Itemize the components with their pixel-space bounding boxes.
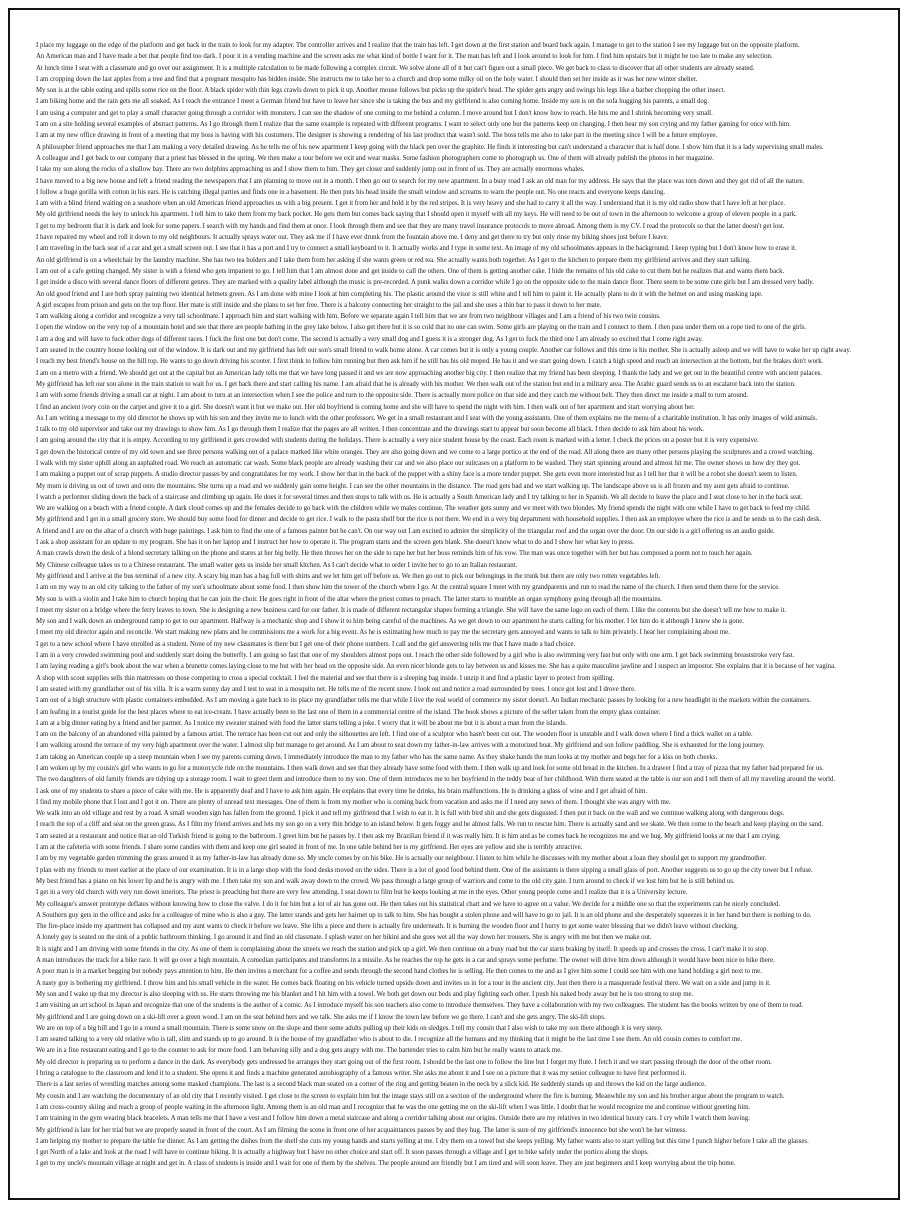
dream-report-line: I am laying reading a girl's book about the war when a brunette comes laying close to me but with her head on the opposite side. An even nicer blonde gets to lay between us and kisses me. She has a quite masculine jawline and I suspect an impostor. She explains that it is because of her vagina. <box>36 663 836 671</box>
dream-report-line: I am using a computer and get to play a small character going through a corridor with monsters. I can see the shadow of one coming to me behind a column. I move around but I don't know how to reach. He hits me and I shrink becoming very small. <box>36 109 713 117</box>
dream-report-line: I get to my bedroom that it is dark and look for some papers. I search with my hands and find them at once. I look through them and see that they are many travel insurance protocols to move abroad. Among them is my CV. I read the protocols so that the latter doesn't get lost. <box>36 222 785 230</box>
dream-report-line: My son is with a violin and I take him to church hoping that he can join the choir. He goes right in front of the altar where the priest comes to preach. The latter starts to mumble an organ symphony going through all the mountains. <box>36 595 663 603</box>
dream-report-line: I am helping my mother to prepare the table for dinner. As I am getting the dishes from the shelf she cuts my young hands and starts yelling at me. I dry them on a towel but she keeps yelling. My father wants also to start yelling but this time I punch higher before I take all the glasses. <box>36 1137 809 1145</box>
dream-report-line: I am seated in the country house looking out of the window. It is dark out and my girlfriend has left our son's small friend to walk home alone. A car comes but it is only a young couple. Another car follows and this time is his mother. She is actually asleep and we will have to wake her up right away. <box>36 347 852 355</box>
dream-report-line: I am with a blind friend waiting on a seashore when an old American friend approaches us with a big present. I get it from her and hold it by the red stripes. It is very heavy and she had to carry it all the way. I understand that it is my old radio show that I have left at her place. <box>36 200 786 208</box>
dream-report-line: I open the window on the very top of a mountain hotel and see that there are people bathing in the grey lake below. I also get there but it is so cold that no one can swim. Some girls are playing on the train and I connect to them. I then pass under them on a rope tied to one of the girls. <box>36 324 807 332</box>
dream-report-line: My son and I wake up that my director is also sleeping with us. He starts throwing me his blanket and I hit him with a towel. We both get down our beds and play fighting each other. I push his naked body away but he is too strong to stop me. <box>36 990 694 998</box>
dream-report-line: I am at my new office drawing in front of a meeting that my boss is having with his costumers. The designer is showing a rendering of his last product that wasn't sold. The boss tells me also to take part in the meeting since I will be a future employee. <box>36 132 718 140</box>
dream-report-line: A man crawls down the desk of a blond secretary talking on the phone and stares at her big belly. He then throws her on the side to rape her but her boss reminds him of his vow. The man was once together with her but has composed a poem not to touch her again. <box>36 550 753 558</box>
dream-report-line: I am woken up by my cousin's girl who wants to go for a motorcycle ride on the mountains. I then walk down and see that they already have some food with them. I then walk up and look for some old bread in the kitchen. In a drawer I find a tray of pizza that my father had prepared for us. <box>36 765 824 772</box>
dream-report-line: I get to my uncle's mountain village at night and get in. A class of students is inside and I wait for one of them by the shelves. The people around are friendly but I am tired and will soon leave. They are just beginners and I keep worrying about the trip home. <box>36 1160 736 1168</box>
dream-report-line: I meet my sister on a bridge where the ferry leaves to town. She is designing a new business card for our father. It is made of different rectangular shapes forming a triangle. She will have the same logo on each of them. I like the contents but she doesn't tell me how to make it. <box>36 606 787 614</box>
dream-report-line: A colleague and I get back to our company that a priest has blessed in the spring. We then make a tour before we exit and wear masks. Some fashion photographers come to photograph us. One of them will already publish the photos in her magazine. <box>36 154 714 162</box>
dream-report-line: I walk with my sister uphill along an asphalted road. We reach an automatic car wash. Some black people are already washing their car and we also place our suitcases on a platform to be washed. They start spinning around and almost hit me. The owner shows us how dry they got. <box>36 459 801 467</box>
dream-report-line: I follow a huge gorilla with cotton in his ears. He is catching illegal parties and finds one in a basement. He then puts his head inside the small window and screams to warn the people out. No one reacts and everyone keeps dancing. <box>36 188 666 196</box>
dream-report-line: I am by my vegetable garden trimming the grass around it as my father-in-law has already done so. My uncle comes by on his bike. He is actually our neighbour. I listen to him while he discusses with my mother about a loan they should get to support my grandmother. <box>36 855 767 863</box>
dream-report-line: My best friend has a piano on his lower lip and he is angry with me. I then take my son and walk away down to the crowd. We pass through a large group of warriors and come to the old city gate. I turn around to check if we lost him but he is still behind us. <box>36 877 735 885</box>
dream-report-line: I am leafing in a tourist guide for the best places where to eat ice-cream. I have actually been to the last one of them in a commercial centre of the island. The book shows a picture of the seller taken from the empty glass container. <box>36 708 661 716</box>
dream-report-line: My colleague's answer prototype deflates without knowing how to close the valve. I do it for him but a lot of air has gone out. He then takes out his statistical chart and we have to agree on a value. We decide for a middle one so that the experiments can be nicely concluded. <box>36 900 781 908</box>
dream-report-line: I am walking along a corridor and recognize a very tall schoolmate. I approach him and start walking with him. Before we separate again I tell him that we are from two neighbour villages and I am a friend of his two twin cousins. <box>36 313 661 321</box>
dream-report-line: My son is at the table eating and spills some rice on the floor. A black spider with thin legs crawls down to pick it up. Another mouse follows but picks up the spider's head. The spider gets angry and swings his legs like a barber chopping the other insect. <box>36 87 726 95</box>
dream-report-line: I watch a performer sliding down the back of a staircase and climbing up again. He does it for several times and then stops to talk with us. He is actually a South American lady and I try talking to her in Spanish. We all decide to leave the place and I seat close to her in the back seat. <box>36 493 803 501</box>
dream-report-line: I am seated at a restaurant and notice that an old Turkish friend is going to the bathroom. I greet him but he passes by. I then ask my Brazilian friend if it was really him. It is him and as he comes back he recognizes me and we hug. My girlfriend looks at me that I am crying. <box>36 832 781 840</box>
dream-report-line: I talk to my old supervisor and take out my drawings to show him. As I go through them I realize that the pages are all written. I then concentrate and the drawings start to appear but soon become all black. I then decide to ask him about his work. <box>36 426 704 434</box>
dream-report-line: An American man and I have made a bet that people find too dark. I pour it in a vending machine and the screen asks me what kind of bottle I want for it. The man has left and I look around to look for him. I find him upstairs but it might be too late to make any selection. <box>36 53 773 61</box>
dream-report-line: I meet my old director again and reconcile. We start making new plans and he commissions me a work for a big event. As he is estimating how much to pay me the secretary gets annoyed and wants to talk to him privately. I hear her complaining about me. <box>36 629 730 637</box>
dream-report-line: We walk into an old village and rest by a road. A small wooden sign has fallen from the ground. I pick it and tell my girlfriend that I wish to eat it. It is full with bird shit and she gets disgusted. I then put it back on the wall and we continue walking along with dangerous dogs. <box>36 810 785 818</box>
dream-report-line: I am cross-country skiing and reach a group of people waiting in the afternoon light. Among them is an old man and I recognize that he was the one getting me on the ski-lift when I was little. I doubt that he would recognize me and continue without greeting him. <box>36 1103 751 1111</box>
dream-report-line: I am on a site holding several examples of abstract patterns. As I go through them I realize that the same example is repeated with different programs. I want to select only one but the patterns keep on changing. I then hear my son crying and my father gaming for once with him. <box>36 121 791 129</box>
dream-report-line: I am biking home and the rain gets me all soaked. As I reach the entrance I meet a German friend but have to leave her since she is taking the bus and my girlfriend is also coming home. Inside my son is on the sofa hugging his parents, a small dog. <box>36 98 709 106</box>
dream-report-line: My girlfriend is late for her trial but we are properly seated in front of the court. As I am filming the scene in front one of her acquaintances passes by and they hug. The latter is sure of my girlfriend's innocence but she won't be her witness. <box>36 1126 687 1134</box>
dream-report-line: I am in a very crowded swimming pool and suddenly start doing the butterfly. I am going so fast that one of my shoulders almost pops out. I reach the other side followed by a girl who is also swimming very fast but only with one arm. I get back swimming breaststroke very fast. <box>36 652 795 660</box>
dream-report-line: We are in a fine restaurant eating and I go to the counter to ask for more food. I am behaving silly and a dog gets angry with me. The bartender tries to calm him but he really wants to attack me. <box>36 1047 562 1055</box>
dream-report-line: I get in a very old church with very run down interiors. The priest is preaching but there are very few attending. I seat down to film but he keeps looking at me in the eyes. Other young people come and I realize that it is a University lecture. <box>36 889 688 897</box>
dream-report-line: I am at the cafeteria with some friends. I share some candies with them and keep one girl seated in front of me. In one table behind her is my girlfriend. Her eyes are yellow and she is terribly attractive. <box>36 844 583 852</box>
dream-report-line: A shop with scout supplies sells thin mattresses on those competing to cross a special cocktail. I feel the material and see that there is a sleeping bag inside. I unzip it and find a plastic layer to protect from spilling. <box>36 674 615 682</box>
dream-report-line: At lunch time I seat with a classmate and go over our assignment. It is a multiple calculation to be made following a complex circuit. We solve alone all of it but can't figure out a small piece. We get back to class to discover that all other students are already seated. <box>36 64 755 72</box>
dream-report-line: As I am writing a message to my old director he shows up with his son and they invite me to lunch with the other professors. We get in a small restaurant and I seat with the young assistants. One of them explains me the menu of a charitable institution. It has only images of wild animals. <box>36 414 818 422</box>
dream-report-line: The two daughters of old family friends are tidying up a storage room. I wait to greet them and introduce them to my son. One of them introduces me to her boyfriend in the teddy bear of her childhood. With them seated at the table is our son and I tell them of all my traveling around the world. <box>36 776 836 784</box>
dream-report-line: My old director is preparing us to perform a dance in the dark. As everybody gets undressed he arranges they start going out of the first room. I should be the last one to follow the line but I forget my flute. I fetch it and we start passing through the door of the other room. <box>36 1058 772 1066</box>
dream-report-line: A philosopher friend approaches me that I am making a very detailed drawing. As he tells me of his new apartment I keep going with the black pen over the graphite. He finds it interesting but can't understand a character that is half done. I show him that it is a lady supervising small males. <box>36 143 824 151</box>
dream-report-line: My girlfriend and I are going down on a ski-lift over a green wood. I am on the seat behind hers and we talk. She asks me if I know the town law before we go there. I can't and she gets angry. The ski-lift stops. <box>36 1013 606 1021</box>
dream-report-line: I am training in the gym wearing black bracelets. A man tells me that I have a vest and I follow him down a metal staircase and along a corridor talking about our origins. Outside there are my relatives in two identical luxury cars. I cry while I watch them leaving. <box>36 1115 750 1123</box>
dream-report-line: A Southern guy gets in the office and asks for a colleague of mine who is also a guy. The latter stands and gets her hairnet up to talk to him. She has bought a stolen phone and will have to go to jail. It is an old phone and she desperately squeezes it in her hand but there is nothing to do. <box>36 911 812 919</box>
dream-report-line: A nasty guy is bothering my girlfriend. I throw him and his small vehicle in the water. He comes back floating on his vehicle turned upside down and invites us in for a tour in the ancient city. Just then there is a masquerade festival there. We wait on a side and jump in it. <box>36 979 771 987</box>
dream-report-line: It is night and I am driving with some friends in the city. As one of them is complaining about the streets we reach the station and pick up a girl. We then continue on a busy road but the car starts braking by itself. It speeds up and crosses the cross. I can't make it to stop. <box>36 945 769 953</box>
dream-report-line: I have repaired my wheel and roll it down to my old neighbours. It actually sprays water out. They ask me if I have ever drunk from the fountain above me. I deny and get there to try but only rinse my biking shoes just before I leave. <box>36 234 669 242</box>
dream-report-line: I bring a catalogue to the classroom and lend it to a student. She opens it and finds a machine generated autobiography of a famous writer. She asks me about it and I see on a picture that it was my senior colleague to have first performed it. <box>36 1070 687 1078</box>
dream-report-line: I ask one of my students to share a piece of cake with me. He is apparently deaf and I have to ask him again. He explains that every time he drinks, his brain malfunctions. He is drinking a glass of wine and I get afraid of him. <box>36 787 648 795</box>
dream-report-line: We are on top of a big hill and I go in a round a small mountain. There is some snow on the slope and there some adults pulling up their kids on sledges. I tell my cousin that I also wish to take my son there although it is very steep. <box>36 1024 663 1032</box>
dream-report-line: I get to a new school where I have enrolled as a student. None of my new classmates is there but I get one of their phone numbers. I call and the girl answering tells me that I have made a bad choice. <box>36 640 576 648</box>
dream-report-line: I reach the top of a cliff and seat on the green grass. As I film my friend arrives and lets my son go on a very thin bridge to an island below. It gets foggy and he almost falls. We run to rescue him. There is actually sand and we skate. We then come to the beach and keep playing on the sand. <box>36 821 824 829</box>
dream-report-line: I am traveling in the back seat of a car and get a small screen out. I see that it has a port and I try to connect a small keyboard to it. It actually works and I type in some text. An image of my old schoolmates appears in the background. I keep typing but I don't know how to erase it. <box>36 245 797 253</box>
dream-report-line: I am on the balcony of an abandoned villa painted by a famous artist. The terrace has been cut out and only the silhouettes are left. I find one of a sculptor who hasn't been cut out. The wooden floor is unstable and I walk down where I find a thick wallet on a table. <box>36 731 753 739</box>
dream-report-line: I am with some friends driving a small car at night. I am about to turn at an intersection when I see the police and turn to the opposite side. There is actually more police on that side and they catch me without belt. They then direct me inside a mall to turn around. <box>36 392 749 400</box>
dream-report-line: I reach my best friend's house on the hill top. He wants to go down driving his scooter. I first think to follow him running but then ask him if he still has his old moped. He has it and we start going down. I catch a high speed and reach an intersection at the bottom, but the brakes don't work. <box>36 358 824 366</box>
dream-report-line: I get down the historical centre of my old town and see three persons walking out of a palace marked like white oranges. They are also going down and we come to a large portico at the end of the road. All along there are many other persons playing the sculptures and a crowd watching. <box>36 448 814 456</box>
dream-report-line: An old good friend and I are both spray painting two identical helmets green. As I am done with mine I look at him completing his. The plastic around the visor is still white and I tell him to paint it. He actually plans to do it with the helmet on and using masking tape. <box>36 290 763 298</box>
dream-report-line: A girl escapes from prison and gets on the top floor. Her mate is still inside and she plans to set her free. There is a balcony connecting her straight to the jail and she uses a thin bar to pass it down to her mate. <box>36 301 602 309</box>
dream-report-line: A lonely guy is seated on the sink of a public bathroom thinking. I go around it and find an old classmate. I splash water on her bikini and she goes wet all the way down her trousers. She is angry with me but then we make out. <box>36 934 652 942</box>
dream-report-line: My old girlfriend needs the key to unlock his apartment. I tell him to take them from my back pocket. He gets them but comes back saying that I should open it myself with all my keys. He will need to be out of town in the afternoon to welcome a group of eleven people in a park. <box>36 211 797 219</box>
dream-report-line: A friend and I are on the altar of a church with huge paintings. I ask him to find the one of a famous painter but he can't. On our way out I am excited to admire the simplicity of the triangular roof and the organ over the door. On our side is a girl offering us an audio guide. <box>36 527 775 535</box>
dream-report-line: I am making a puppet out of scrap puppets. A studio director passes by and congratulates for my work. I show her that in the back of the puppet with a shiny face is a more tender puppet. She gets even more interested but as I tell her that it will be a robot she doesn't seem to listen. <box>36 471 798 479</box>
dream-report-line: I get inside a disco with several dance floors of different genres. They are marked with a quality label although the music is pre-recorded. A punk walks down a corridor while I go on the opposite side to the main dance floor. There seem to be some cute girls but I am dressed very badly. <box>36 279 814 287</box>
dream-report-line: The fire-place inside my apartment has collapsed and my aunt wants to check it before we leave. She lifts a piece and there is actually fire underneath. It is burning the wooden floor and I hurry to get some water blessing that we didn't leave without checking. <box>36 923 739 931</box>
dream-report-line: I am walking around the terrace of my very high apartment over the water. I almost slip but manage to get around. As I am about to seat down my father-in-law arrives with a motorized boat. My girlfriend and son follow paddling. She is exhausted for the long journey. <box>36 742 765 750</box>
dream-report-line: I find an ancient ivory coin on the carpet and give it to a girl. She doesn't want it but we make out. Her old boyfriend is coming home and she will have to spend the night with him. I then walk out of her apartment and start worrying about her. <box>36 403 695 411</box>
dream-report-line: I get North of a lake and look at the road I will have to continue biking. It is actually a highway but I have no other choice and start off. It soon passes through a village and I get to bike safely under the portico along the shops. <box>36 1149 649 1157</box>
dream-report-line: I am at a big dinner eating by a friend and her partner. As I notice my sweater stained with food the latter starts telling a joke. I worry that it will be about me but it is about a man from the islands. <box>36 719 567 727</box>
dream-report-line: I am out of a cafe getting changed. My sister is with a friend who gets impatient to go. I tell him that I am almost done and get inside to call the others. One of them is getting another cake. I hide the remains of his old cake to cut them but he realizes that and wants them back. <box>36 267 785 275</box>
dream-report-line: I am seated talking to a very old relative who is tall, slim and stands up to go around. It is the house of my grandfather who is about to die. I recognize all the humans and my thinking that it might be the last time I see them. An old cousin comes to comfort me. <box>36 1036 742 1044</box>
dream-report-line: I am on my way to an old city talking to the father of my son's schoolmate about some food. I then show him the tower of the church where I go. At the central square I meet with my grandparents and run to read the name of the church. I then send them there for the service. <box>36 584 780 592</box>
dream-report-line: We are walking on a beach with a friend couple. A dark cloud comes up and the females decide to go back with the children while we males continue. The weather gets sunny and we meet with two blondes. My friend spends the night with one while I have to get back to feed my child. <box>36 505 811 513</box>
dream-report-line: My girlfriend and I arrive at the bus terminal of a new city. A scary big man has a bag full with shirts and we let him get off before us. We then go out to pick our belongings in the trunk but there are only two rotten vegetables left. <box>36 572 661 580</box>
dream-report-line: A man introduces the track for a bike race. It will go over a high mountain. A comedian participates and transforms in a missile. As he reaches the top he gets in a car and sprays some perfume. The owner will drive him down although it would have been nice to bike there. <box>36 957 775 965</box>
dream-report-line: My cousin and I are watching the documentary of an old city that I recently visited. I get close to the screen to explain him but the image stays still on a section of the underground where the fire is burning. Meanwhile my son and his brother argue about the program to watch. <box>36 1092 785 1100</box>
dream-report-line: I take my son along the rocks of a shallow bay. There are two dolphins approaching us and I show them to him. They get closer and suddenly jump out in front of us. They are actually enormous whales. <box>36 166 585 174</box>
dream-report-line: An old girlfriend is on a wheelchair by the laundry machine. She has two tea holders and I take them from her asking if she wants green or red tea. She actually wants both together. As I get to the kitchen to prepare them my girlfriend arrives and they start talking. <box>36 256 751 264</box>
dream-report-line: I am taking an American couple up a steep mountain when I see my parents coming down. I immediately introduce the man to my father who has the same name. As they shake hands the man looks at my mother and begs her for a kiss on both cheeks. <box>36 753 718 761</box>
dream-report-line: I am going around the city that it is empty. According to my girlfriend it gets crowded with students during the holidays. There is actually a very nice student house by the coast. Each room is marked with a letter. I check the prices on a poster but it is very expensive. <box>36 437 759 445</box>
dream-report-line: I am a dog and will have to fuck other dogs of different races. I fuck the first one but don't come. The second is actually a very small dog and I guess it is a stronger dog. As I get to fuck the third one I am already so excited that I come right away. <box>36 335 703 343</box>
dream-report-line: I am visiting an art school in Japan and recognize that one of the students is the author of a comic. As I introduce myself his son teachers also come to introduce themselves. They have a collaboration with my two colleagues. The student has the books written by one of them to read. <box>36 1002 804 1010</box>
dream-report-line: I am out of a high structure with plastic containers embedded. As I am moving a gate back to its place my grandfather tells me that while I live the real world of commerce my sister doesn't. An Indian mechanic passes by looking for a new headlight in the markets within the containers. <box>36 697 811 705</box>
dream-report-line: My girlfriend has left our son alone in the train station to wait for us. I get back there and start calling his name. I am afraid that he is already with his mother. We then walk out of the station but end in a military area. The Arabic guard sends us to an escalator back into the station. <box>36 380 796 388</box>
dream-report-line: I am seated with my grandfather out of his villa. It is a warm sunny day and I test to seat in a mosquito net. He tells me of the recent snow. I look out and notice a road surrounded by trees. I once got lost and I drove there. <box>36 685 636 693</box>
dream-report-line: There is a last series of wrestling matches among some masked champions. The last is a second black man seated on a corner of the ring and getting beaten in the neck by a slick kid. He suddenly stands up and throws the kid on the large audience. <box>36 1081 706 1089</box>
dream-report-line: I find my mobile phone that I lost and I got it on. There are plenty of unread text messages. One of them is from my mother who is coming back from vacation and asks me if I need any news of them. I thought she was angry with me. <box>36 798 671 806</box>
dream-report-line: A poor man is in a market begging but nobody pays attention to him. He then invites a merchant for a coffee and sends through the second hand clothes he is selling. He then comes to me and as I give him some I could see him with one hand holding a girl next to me. <box>36 968 762 976</box>
dream-report-line: I am on a metro with a friend. We should get out at the capital but an American lady tells me that we have long passed it and we are now approaching another big city. I then realize that my friend has been sleeping. I thank the lady and we get out in the beautiful centre with ancient palaces. <box>36 369 822 377</box>
document-body <box>36 40 876 1184</box>
dream-report-line: I plan with my friends to meet earlier at the place of our examination. It is in a large shop with the food desks moved on the sides. There is a lot of good food behind them. One of the assistants is there sipping a small glass of port. Another suggests us to go up the city tower but I refuse. <box>36 866 813 874</box>
dream-report-line: My mum is driving us out of town and onto the mountains. She turns up a road and we suddenly gain some height. I can see the other mountains in the distance. The road gets bad and we start walking up. The landscape above us is all frozen and my aunt gets afraid to continue. <box>36 482 790 490</box>
dream-report-line: I am cropping down the last apples from a tree and find that a pregnant mosquito has hidden inside. She instructs me to take her to a church and drop some milky oil on the holy water. I should then set her inside as it was her new winter shelter. <box>36 75 698 83</box>
dream-report-line: My girlfriend and I get in a small grocery store. We should buy some food for dinner and decide to get rice. I walk to the pasta shelf but the rice is not there. We end in a very big department with household supplies. I then ask an employee where the rice is and he sends us to the cash desk. <box>36 516 822 524</box>
dream-report-line: My Chinese colleague takes us to a Chinese restaurant. The small waiter gets us inside her small kitchen. As I can't decide what to order I invite her to go to an Italian restaurant. <box>36 561 518 569</box>
dream-report-line: I ask a shop assistant for an update to my program. She has it on her laptop and I instruct her how to operate it. The program starts and the screen gets blank. She doesn't know what to do and I show her what key to press. <box>36 539 635 547</box>
dream-report-line: I place my luggage on the edge of the platform and get back in the train to look for my adapter. The controller arrives and I realize that the train has left. I get down at the first station and board back again. I manage to get to the station I see my luggage but on the opposite platform. <box>36 42 800 49</box>
dream-report-line: I have moved to a big new house and left a friend reading the newspapers that I am planning to move out in a month. I then go out to search for my new apartment. In a busy road I ask an old man for my address. He says that the place was torn down and they got rid of all the nature. <box>36 177 805 185</box>
dream-report-line: My son and I walk down an underground ramp to get to our apartment. Halfway is a mechanic shop and I show it to him being careful of the machines. As we get down to our apartment he starts calling for his mother. I let him do it although I know she is gone. <box>36 618 744 626</box>
